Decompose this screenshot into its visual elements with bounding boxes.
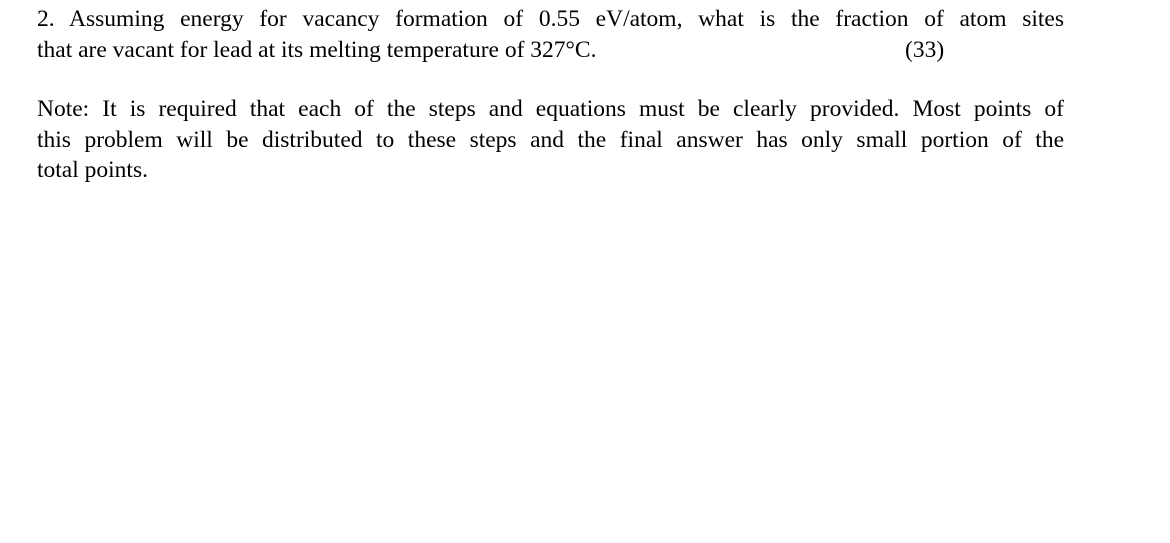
question-block	[37, 4, 1064, 65]
question-text-line-1: 2. Assuming energy for vacancy formation of 0.55 eV/atom, what is the fraction of atom sites	[37, 6, 1064, 32]
note-text-line-2: this problem will be distributed to these steps and the final answer has only small portion of the	[37, 126, 1064, 153]
note-block	[37, 94, 1064, 186]
question-line-2-row	[37, 35, 1064, 66]
note-text-line-3: total points.	[37, 157, 148, 183]
question-text-line-2: that are vacant for lead at its melting temperature of 327°C.	[37, 36, 597, 63]
note-text-line-1: Note: It is required that each of the steps and equations must be clearly provided. Most points of	[37, 96, 1064, 122]
question-points: (33)	[905, 36, 945, 63]
